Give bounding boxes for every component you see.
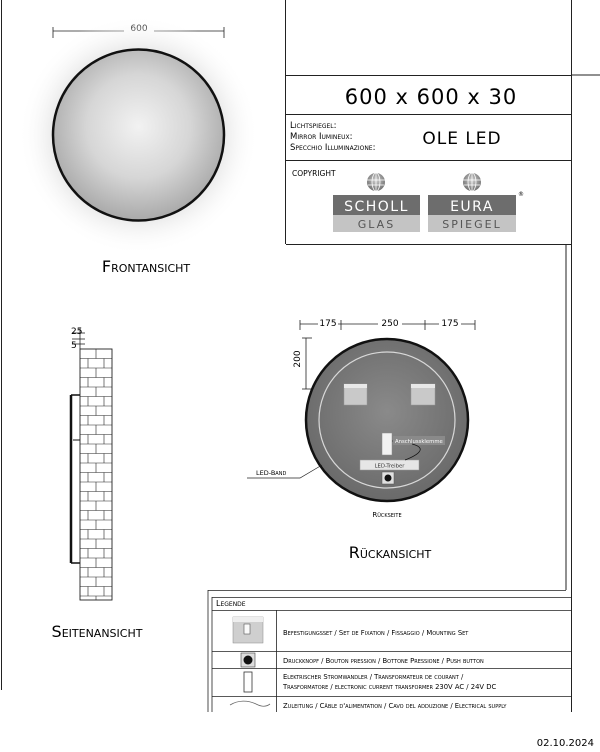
globe-icon (367, 173, 385, 191)
back-view (247, 316, 475, 562)
scholl-logo-bottom: GLAS (357, 218, 396, 231)
eura-logo-top: EURA (450, 199, 494, 215)
mounting-plate-right (411, 384, 435, 405)
legend-row-button: Druckknopf / Bouton pression / Bottone Pressione / Push button (283, 657, 484, 665)
legend-row-transformer-1: Elektrischer Stromwandler / Transformateur de courant / (283, 673, 464, 681)
product-name: OLE LED (422, 129, 502, 149)
legend-row-mounting: Befestigungsset / Set de Fixation / Fissaggio / Mounting Set (283, 629, 469, 637)
driver-label: LED-Treiber (374, 463, 405, 470)
globe-icon (463, 173, 481, 191)
legend-title: Legende (216, 599, 246, 608)
brick-wall (80, 349, 112, 600)
drawing-date: 02.10.2024 (536, 738, 594, 749)
transformer-icon (244, 672, 252, 692)
push-button (382, 472, 394, 484)
led-band-label: LED-Band (256, 469, 287, 477)
product-type-label-fr: Mirror Iumineux: (290, 132, 353, 142)
mirror-side-profile (71, 395, 80, 563)
copyright-text: COPYRIGHT (292, 169, 336, 178)
back-view-caption: Rückansicht (348, 543, 432, 562)
eura-logo-bottom: SPIEGEL (442, 218, 502, 231)
product-type-label-it: Specchio Illuminazione: (290, 143, 376, 153)
dimensions-text: 600 x 600 x 30 (344, 85, 518, 109)
product-type-label-de: Lichtspiegel: (290, 121, 337, 131)
back-dim-left: 175 (319, 319, 337, 329)
terminal-label: Anschlussklemme (395, 439, 443, 445)
back-side-label: Rückseite (372, 511, 402, 519)
back-dim-middle: 250 (381, 319, 399, 329)
side-depth-label: 25 (71, 327, 83, 337)
mounting-plate-left (344, 384, 367, 405)
side-view-caption: Seitenansicht (51, 622, 143, 641)
front-view (19, 15, 259, 276)
legend-table (208, 590, 571, 712)
legend-row-transformer-2: Trasformatore / electronic current transformer 230V AC / 24V DC (283, 683, 497, 691)
supply-cable-icon (230, 701, 270, 706)
front-view-caption: Frontansicht (101, 257, 191, 276)
back-dim-right: 175 (441, 319, 459, 329)
side-gap-label: 5 (71, 341, 77, 351)
title-block (286, 76, 571, 233)
back-height-dimension (302, 338, 312, 389)
side-view (52, 327, 143, 641)
mirror-front-circle (53, 50, 224, 221)
eura-spiegel-logo (428, 173, 524, 232)
registered-mark: ® (518, 191, 524, 198)
scholl-logo-top: SCHOLL (344, 199, 409, 215)
mounting-set-icon (233, 617, 263, 643)
legend-row-supply: Zuleitung / Câble d'alimentation / Cavo del adduzione / Electrical supply (283, 702, 507, 710)
terminal-block (382, 433, 392, 455)
scholl-glas-logo (333, 173, 420, 232)
push-button-icon (241, 653, 255, 667)
back-height-label: 200 (293, 350, 303, 368)
